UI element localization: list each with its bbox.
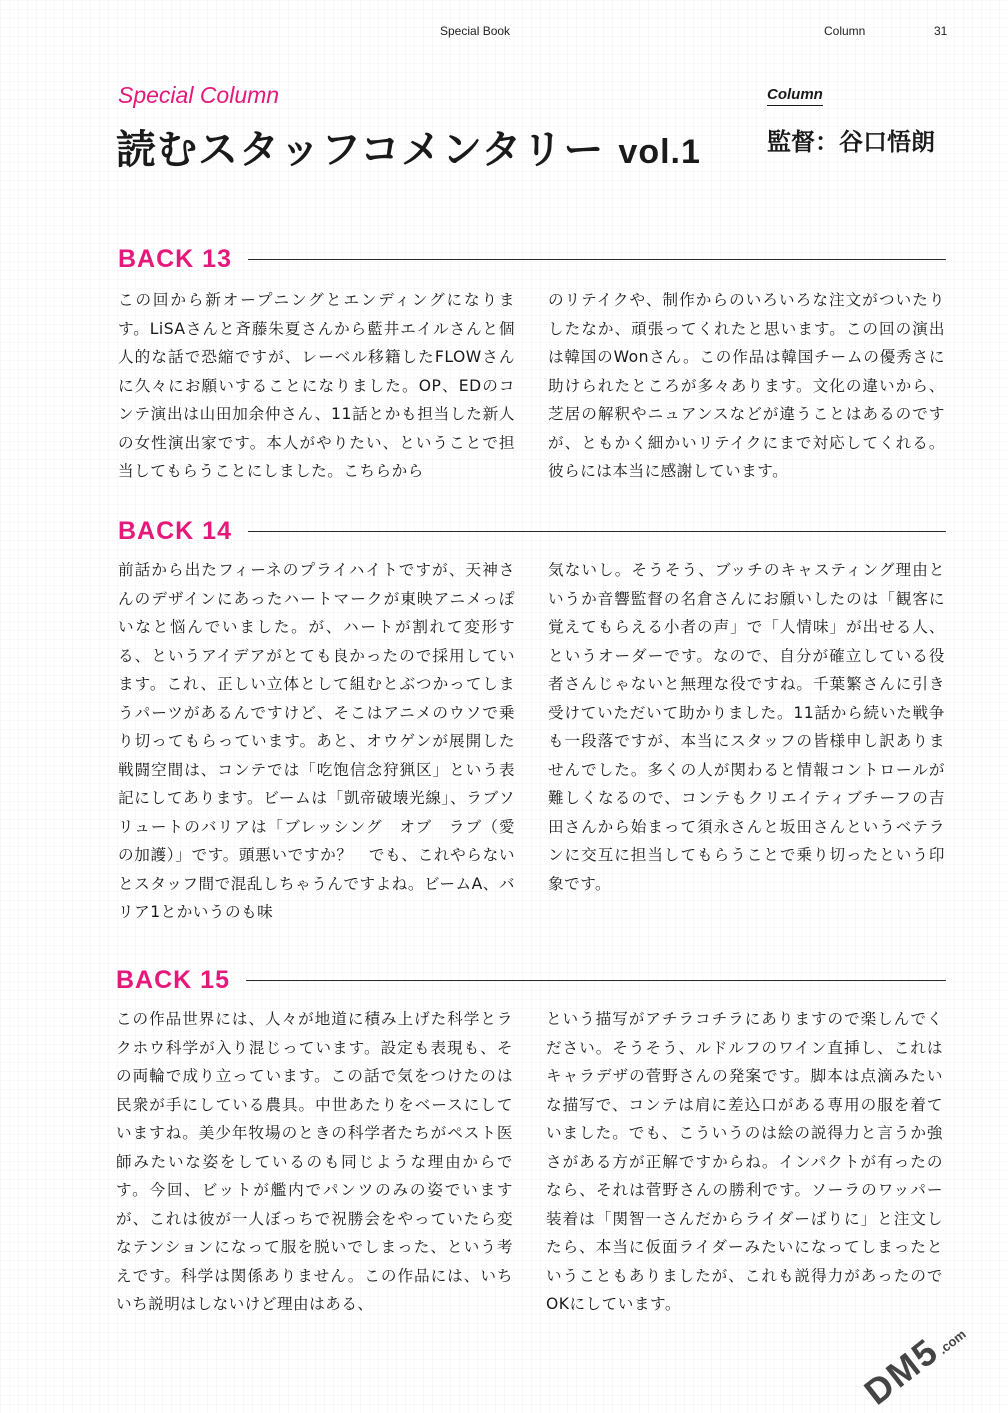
director-credit: 監督：谷口悟朗 (767, 128, 935, 156)
section-title: BACK 13 (118, 244, 232, 273)
page-number: 31 (934, 24, 948, 38)
body-text: という描写がアチラコチラにありますので楽しんでください。そうそう、ルドルフのワイン直挿し、これはキャラデザの菅野さんの発案です。脚本は点滴みたいな描写で、コンテは肩に差込口がある専用の服を着ていました。でも、こういうのは絵の説得力と言うか強さがある方が正解ですからね。インパクトが有ったのなら、それは菅野さんの勝利です。ソーラのワッパー装着は「関智一さんだからライダーばりに」と注文したら、本当に仮面ライダーみたいになってしまったということもありましたが、これも説得力があったのでOKにしています。 (546, 1010, 943, 1313)
running-header-section: Column (824, 24, 866, 38)
body-text: 前話から出たフィーネのプライハイトですが、天神さんのデザインにあったハートマークが東映アニメっぽいなと悩んでいました。が、ハートが割れて変形する、というアイデアがとても良かったので採用しています。これ、正しい立体として組むとぶつかってしまうパーツがあるんですけど、そこはアニメのウソで乗り切ってもらっています。あと、オウゲンが展開した戦闘空間は、コンテでは「吃饱信念狩猟区」という表記にしてあります。ビームは「凱帝破壊光線」、ラブソリュートのバリアは「ブレッシング オブ ラブ（愛の加護）」です。頭悪いですか？ でも、これやらないとスタッフ間で混乱しちゃうんですよね。ビームA、バリア1とかいうのも味 (118, 561, 515, 921)
column-kicker: Special Column (118, 82, 280, 108)
page-title-volume: vol.1 (618, 133, 701, 171)
watermark-logo (856, 1310, 972, 1413)
watermark-domain: .com (935, 1326, 969, 1357)
section-title: BACK 14 (118, 516, 232, 545)
watermark-logo-text: DM5 (856, 1329, 946, 1413)
section-back15-left-column (116, 1005, 513, 1319)
page-title (116, 118, 701, 175)
section-back15-right-column (546, 1005, 943, 1319)
column-label: Column (767, 86, 823, 106)
section-title: BACK 15 (116, 965, 230, 994)
page-title-main: 読むスタッフコメンタリー (116, 127, 605, 173)
body-text: この作品世界には、人々が地道に積み上げた科学とラクホウ科学が入り混じっています。設定も表現も、その両輪で成り立っています。この話で気をつけたのは民衆が手にしている農具。中世あたりをベースにしていますね。美少年牧場のときの科学者たちがペスト医師みたいな姿をしているのも同じような理由からです。今回、ビットが艦内でパンツのみの姿でいますが、これは彼が一人ぼっちで祝勝会をやっていたら変なテンションになって服を脱いでしまった、という考えです。科学は関係ありません。この作品には、いちいち説明はしないけど理由はある、 (116, 1010, 513, 1313)
section-back14-left-column (118, 556, 515, 927)
body-text: この回から新オープニングとエンディングになります。LiSAさんと斉藤朱夏さんから藍井エイルさんと個人的な話で恐縮ですが、レーベル移籍したFLOWさんに久々にお願いすることになりました。OP、EDのコンテ演出は山田加余仲さん、11話とかも担当した新人の女性演出家です。本人がやりたい、ということで担当してもらうことにしました。こちらから (118, 291, 515, 480)
section-divider (246, 980, 946, 981)
section-back14-right-column (548, 556, 945, 898)
body-text: のリテイクや、制作からのいろいろな注文がついたりしたなか、頑張ってくれたと思います。この回の演出は韓国のWonさん。この作品は韓国チームの優秀さに助けられたところが多々あります。文化の違いから、芝居の解釈やニュアンスなどが違うことはあるのですが、ともかく細かいリテイクにまで対応してくれる。彼らには本当に感謝しています。 (548, 291, 945, 480)
body-text: 気ないし。そうそう、ブッチのキャスティング理由というか音響監督の名倉さんにお願いしたのは「観客に覚えてもらえる小者の声」で「人情味」が出せる人、というオーダーです。なので、自分が確立している役者さんじゃないと無理な役ですね。千葉繁さんに引き受けていただいて助かりました。11話から続いた戦争も一段落ですが、本当にスタッフの皆様申し訳ありませんでした。多くの人が関わると情報コントロールが難しくなるので、コンテもクリエイティブチーフの吉田さんから始まって須永さんと坂田さんというベテランに交互に担当してもらうことで乗り切ったという印象です。 (548, 561, 945, 893)
section-divider (248, 531, 946, 532)
section-divider (248, 259, 946, 260)
section-header-back13 (118, 244, 946, 274)
section-header-back14 (118, 516, 946, 546)
section-back13-right-column (548, 286, 945, 486)
section-back13-left-column (118, 286, 515, 486)
running-header-book: Special Book (440, 24, 511, 38)
section-header-back15 (116, 965, 946, 995)
